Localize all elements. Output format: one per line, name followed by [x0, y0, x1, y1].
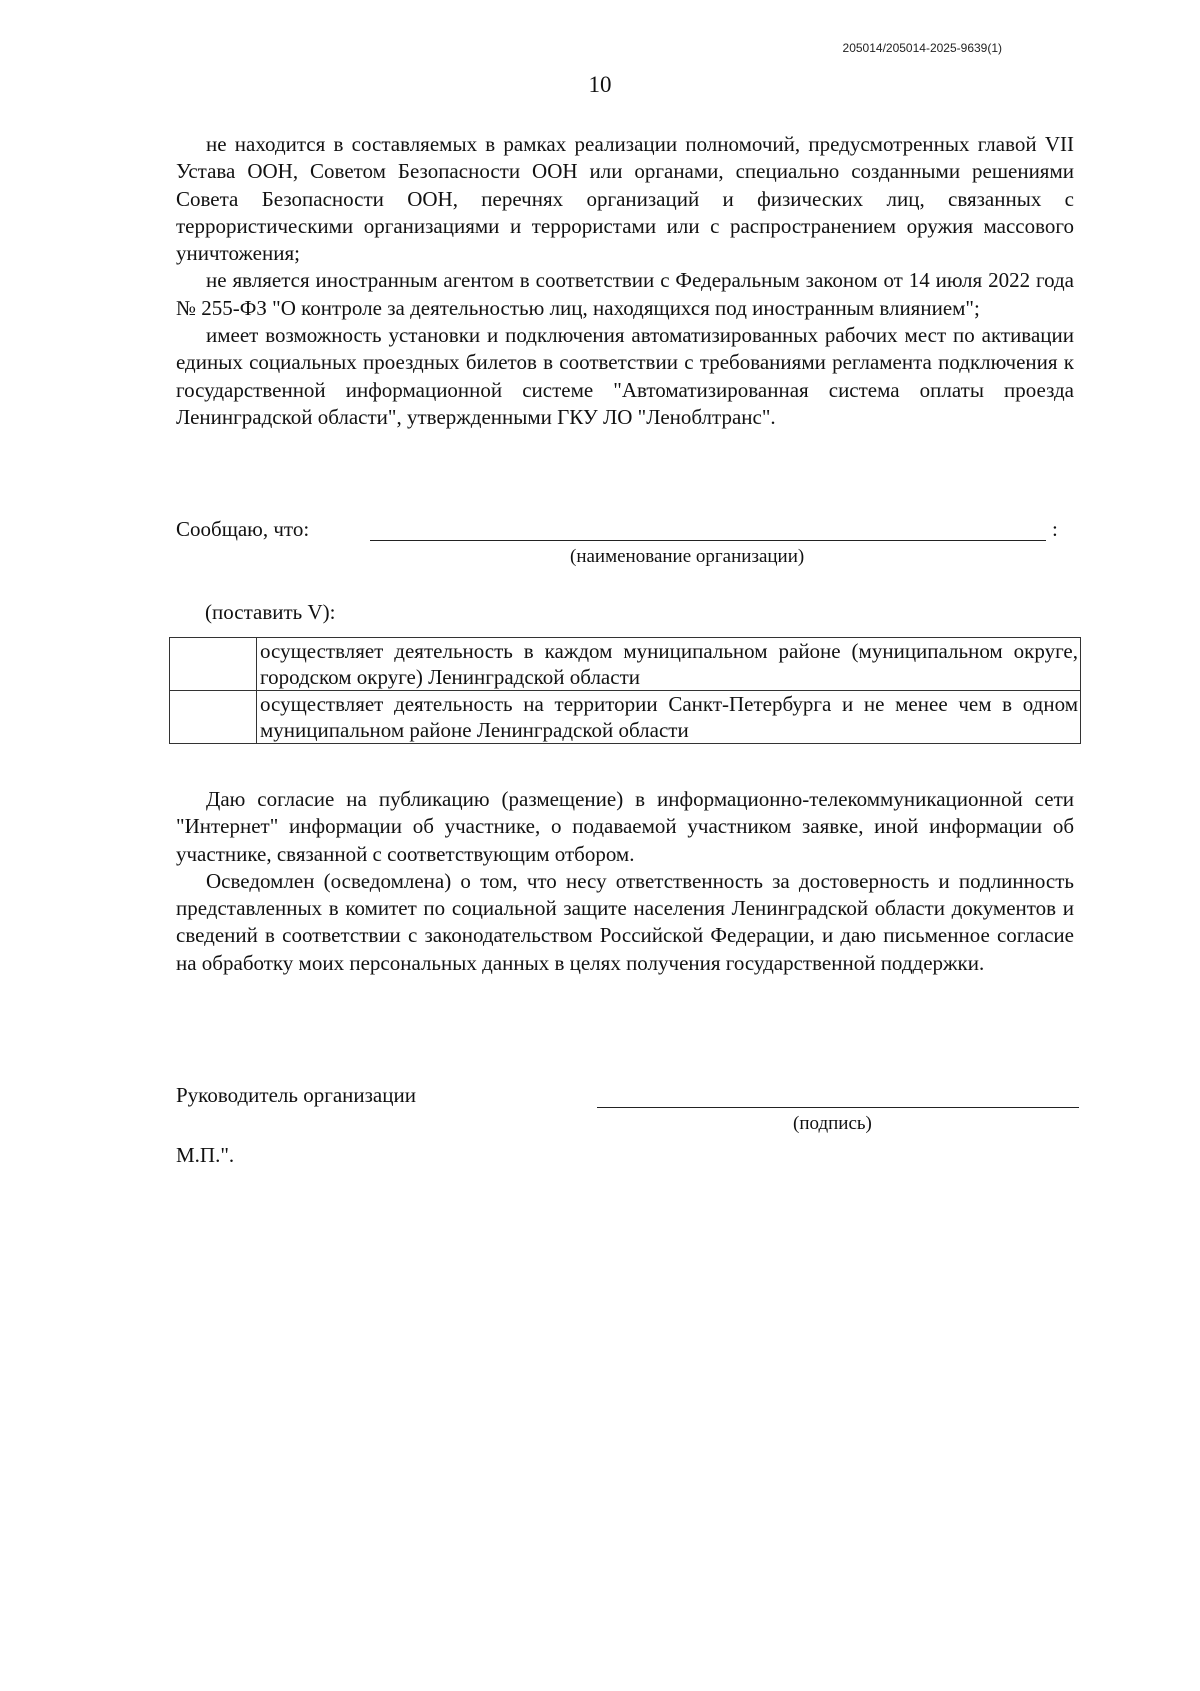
table-row	[170, 638, 1081, 691]
organization-name-line	[370, 540, 1046, 541]
option-text: осуществляет деятельность на территории Санкт-Петербурга и не менее чем в одном муниципальном районе Ленинградской области	[257, 691, 1081, 744]
option-text: осуществляет деятельность в каждом муниципальном районе (муниципальном округе, городском округе) Ленинградской области	[257, 638, 1081, 691]
report-colon: :	[1052, 517, 1058, 541]
consent-text	[176, 786, 1074, 977]
organization-name-caption: (наименование организации)	[570, 546, 805, 567]
report-label: Сообщаю, что:	[176, 517, 310, 541]
page-number: 10	[588, 72, 612, 97]
mark-instruction: (поставить V):	[205, 600, 336, 624]
seal-place-label: М.П.".	[176, 1143, 235, 1167]
paragraph-responsibility: Осведомлен (осведомлена) о том, что несу ответственность за достоверность и подлинность представленных в комитет по социальной защите населения Ленинградской области документов и сведений в соответствии с законодательством Российской Федерации, и даю письменное согласие на обработку моих персональных данных в целях получения государственной поддержки.	[176, 868, 1074, 975]
option-checkbox-cell	[170, 638, 257, 691]
signature-line	[597, 1107, 1079, 1108]
paragraph-publication-consent: Даю согласие на публикацию (размещение) в информационно-телекоммуникационной сети "Интернет" информации об участнике, о подаваемой участником заявке, иной информации об участнике, связанной с соответствующим отбором.	[176, 787, 1074, 866]
paragraph-un-sanctions: не находится в составляемых в рамках реализации полномочий, предусмотренных главой VII Устава ООН, Советом Безопасности ООН или органами, специально созданными решениями Совета Безопасности ООН, перечнях организаций и физических лиц, связанных с террористическими организациями и террористами или с распространением оружия массового уничтожения;	[176, 132, 1074, 266]
options-table	[169, 637, 1081, 744]
signatory-label: Руководитель организации	[176, 1083, 416, 1107]
table-row	[170, 691, 1081, 744]
requirements-text	[176, 131, 1074, 431]
paragraph-workstations: имеет возможность установки и подключения автоматизированных рабочих мест по активации единых социальных проездных билетов в соответствии с требованиями регламента подключения к государственной информационной системе "Автоматизированная система оплаты проезда Ленинградской области", утвержденными ГКУ ЛО "Леноблтранс".	[176, 323, 1074, 429]
paragraph-foreign-agent: не является иностранным агентом в соответствии с Федеральным законом от 14 июля 2022 года № 255-ФЗ "О контроле за деятельностью лиц, находящихся под иностранным влиянием";	[176, 268, 1074, 320]
option-checkbox-cell	[170, 691, 257, 744]
document-id: 205014/205014-2025-9639(1)	[842, 41, 1002, 55]
signature-caption: (подпись)	[793, 1113, 872, 1134]
